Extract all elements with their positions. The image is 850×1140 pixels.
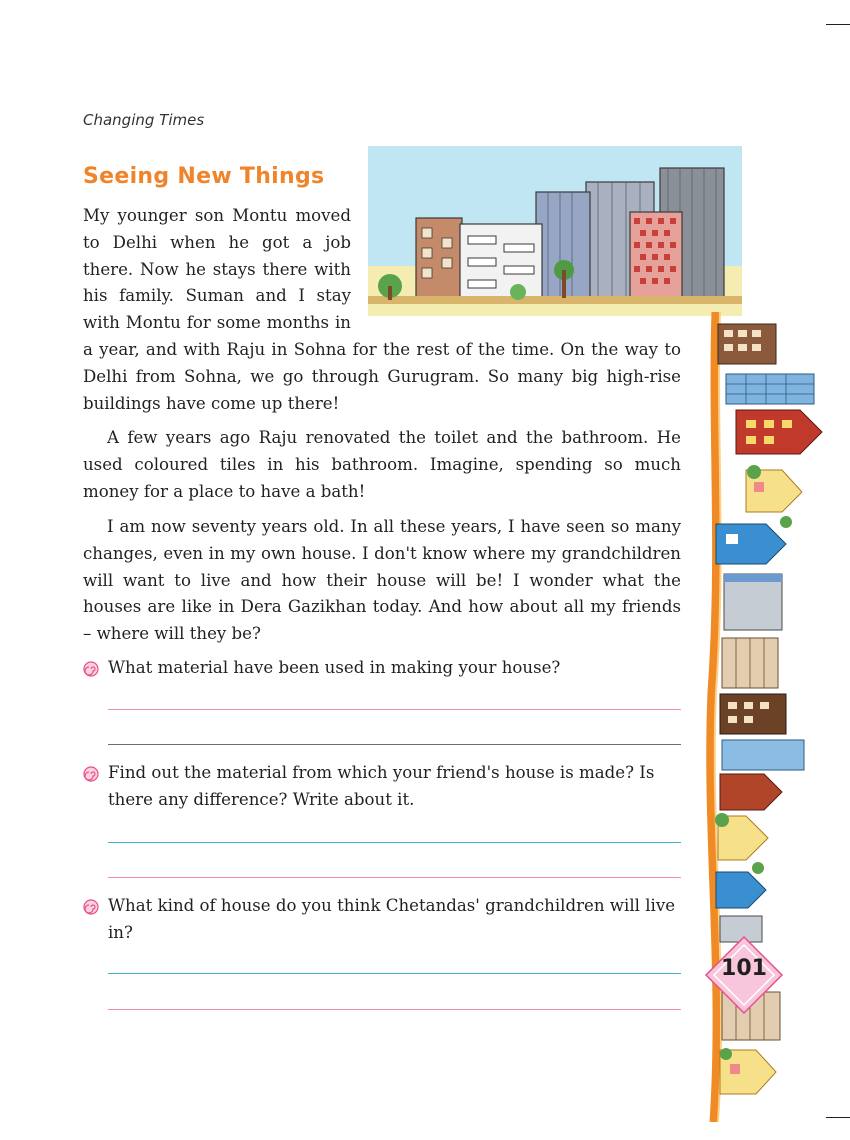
spiral-bullet-icon <box>83 899 99 915</box>
illustration-wrap-gap <box>351 203 681 334</box>
question-1-text: What material have been used in making your house? <box>108 658 561 677</box>
answer-line[interactable] <box>108 877 681 878</box>
question-3 <box>83 893 681 947</box>
answer-line[interactable] <box>108 709 681 710</box>
question-2 <box>83 760 681 814</box>
running-head: Changing Times <box>83 111 205 129</box>
answer-line[interactable] <box>108 744 681 745</box>
section-title: Seeing New Things <box>83 164 325 189</box>
paragraph-1-text: My younger son Montu moved to Delhi when he got a job there. Now he stays there with his family. Suman and I stay with Montu for some months in a year, and with Raju in Sohna for the rest of the time. On the way to Delhi from Sohna, we go through Gurugram. So many big high-rise buildings have come up there! <box>83 206 681 413</box>
answer-line[interactable] <box>108 973 681 974</box>
answer-line[interactable] <box>108 1009 681 1010</box>
answer-line[interactable] <box>108 842 681 843</box>
paragraph-2: A few years ago Raju renovated the toilet and the bathroom. He used coloured tiles in his bathroom. Imagine, spending so much money for a place to have a bath! <box>83 428 681 501</box>
crop-mark-top <box>826 24 850 25</box>
question-1 <box>83 655 681 682</box>
question-3-text: What kind of house do you think Chetandas' grandchildren will live in? <box>108 896 676 942</box>
spiral-bullet-icon <box>83 661 99 677</box>
paragraph-3: I am now seventy years old. In all these years, I have seen so many changes, even in my own house. I don't know where my grandchildren will want to live and how their house will be! I wonder what the houses are like in Dera Gazikhan today. And how about all my friends – where will they be? <box>83 517 681 644</box>
question-2-text: Find out the material from which your friend's house is made? Is there any difference? Write about it. <box>108 763 655 809</box>
page-number: 101 <box>721 956 767 981</box>
paragraph-1 <box>83 203 681 417</box>
spiral-bullet-icon <box>83 766 99 782</box>
